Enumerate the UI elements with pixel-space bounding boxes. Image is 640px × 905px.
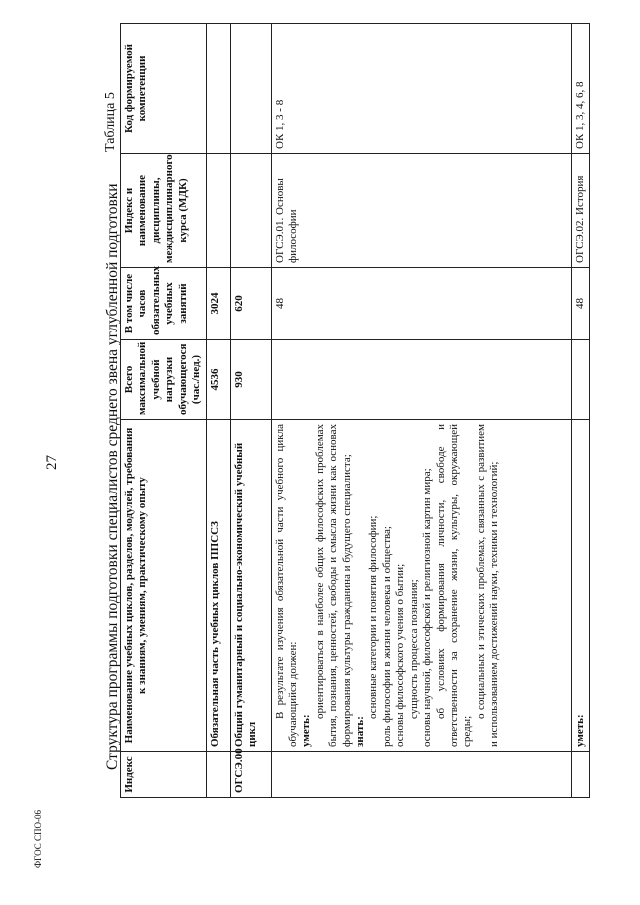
cell-competence: ОК 1, 3, 4, 6, 8 xyxy=(571,24,589,154)
knowledge-item: сущность процесса познания; xyxy=(407,579,420,719)
knowledge-item: об условиях формирования личности, свободе и ответственности за сохранение жизни, культуры, окружающей среды; xyxy=(434,424,474,747)
knowledge-item: основные категории и понятия философии; xyxy=(367,515,380,719)
cell-index xyxy=(271,752,571,798)
intro-text: В результате изучения обязательной части учебного цикла обучающийся должен: xyxy=(273,424,300,747)
structure-table-container xyxy=(120,24,590,798)
cell-discipline: ОГСЭ.02. История xyxy=(571,154,589,268)
cell-competence xyxy=(230,24,271,154)
table-row-ogse xyxy=(230,24,271,798)
footer-code: ФГОС СПО-06 xyxy=(33,810,43,868)
header-index: Индекс xyxy=(121,752,207,798)
cell-total xyxy=(271,340,571,420)
structure-table xyxy=(120,23,590,798)
cell-discipline xyxy=(207,154,231,268)
cell-mandatory: 48 xyxy=(271,268,571,340)
knowledge-label: знать: xyxy=(354,716,367,747)
knowledge-item: роль философии в жизни человека и общества; xyxy=(380,526,393,747)
cell-index xyxy=(207,752,231,798)
knowledge-item: основы научной, философской и религиозной картин мира; xyxy=(421,468,434,747)
cell-index xyxy=(571,752,589,798)
skills-label: уметь: xyxy=(571,420,589,752)
cell-name: Общий гуманитарный и социально-экономический учебный цикл xyxy=(230,420,271,752)
skill-item: ориентироваться в наиболее общих философских проблемах бытия, познания, ценностей, свободы и смысла жизни как основах формирования культуры гражданина и будущего специалиста; xyxy=(313,424,353,747)
table-row-philosophy xyxy=(271,24,571,798)
cell-name: Обязательная часть учебных циклов ППССЗ xyxy=(207,420,231,752)
table-row-mandatory-part xyxy=(207,24,231,798)
cell-index: ОГСЭ.00 xyxy=(230,752,271,798)
cell-requirements xyxy=(271,420,571,752)
cell-discipline: ОГСЭ.01. Основы философии xyxy=(271,154,571,268)
knowledge-item: о социальных и этических проблемах, связанных с развитием и использованием достижений науки, техники и технологий; xyxy=(474,424,501,747)
header-competence: Код формируемой компетенции xyxy=(121,24,207,154)
cell-mandatory: 3024 xyxy=(207,268,231,340)
skills-label: уметь: xyxy=(300,714,313,747)
cell-competence xyxy=(207,24,231,154)
cell-total xyxy=(571,340,589,420)
cell-total: 930 xyxy=(230,340,271,420)
cell-discipline xyxy=(230,154,271,268)
header-total: Всего максимальной учебной нагрузки обучающегося (час./нед.) xyxy=(121,340,207,420)
page-title: Структура программы подготовки специалистов среднего звена углубленной подготовки xyxy=(104,183,121,770)
cell-mandatory: 620 xyxy=(230,268,271,340)
header-discipline: Индекс и наименование дисциплины, междисциплинарного курса (МДК) xyxy=(121,154,207,268)
header-name: Наименование учебных циклов, разделов, модулей, требования к знаниям, умениям, практическому опыту xyxy=(121,420,207,752)
table-row-history xyxy=(571,24,589,798)
header-mandatory: В том числе часов обязательных учебных занятий xyxy=(121,268,207,340)
table-caption: Таблица 5 xyxy=(103,92,118,152)
cell-mandatory: 48 xyxy=(571,268,589,340)
cell-total: 4536 xyxy=(207,340,231,420)
knowledge-item: основы философского учения о бытии; xyxy=(394,563,407,747)
cell-competence: ОК 1, 3 - 8 xyxy=(271,24,571,154)
page-number: 27 xyxy=(44,455,60,470)
table-header-row xyxy=(121,24,207,798)
